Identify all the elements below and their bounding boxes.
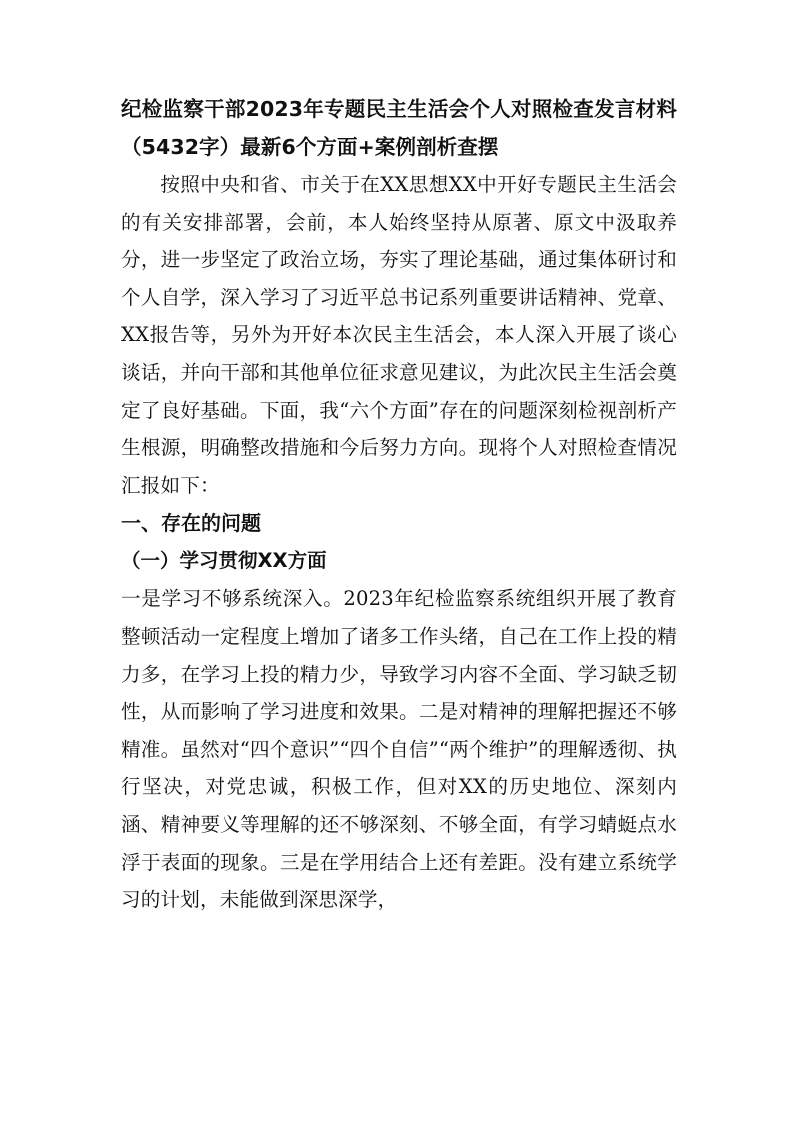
document-body (121, 90, 677, 919)
section-heading-problems: 一、存在的问题 (121, 511, 261, 536)
subsection-study-paragraph: 一是学习不够系统深入。2023年纪检监察系统组织开展了教育整顿活动一定程度上增加了诸多工作头绪，自己在工作上投的精力多，在学习上投的精力少，导致学习内容不全面、学习缺乏韧性，从而影响了学习进度和效果。二是对精神的理解把握还不够精准。虽然对“四个意识”“四个自信”“两个维护”的理解透彻、执行坚决，对党忠诚，积极工作，但对XX的历史地位、深刻内涵、精神要义等理解的还不够深刻、不够全面，有学习蜻蜓点水浮于表面的现象。三是在学用结合上还有差距。没有建立系统学习的计划，未能做到深思深学， (121, 587, 677, 912)
intro-paragraph: 按照中央和省、市关于在XX思想XX中开好专题民主生活会的有关安排部署，会前，本人始终坚持从原著、原文中汲取养分，进一步坚定了政治立场，夯实了理论基础，通过集体研讨和个人自学，深入学习了习近平总书记系列重要讲话精神、党章、XX报告等，另外为开好本次民主生活会，本人深入开展了谈心谈话，并向干部和其他单位征求意见建议，为此次民主生活会奠定了良好基础。下面，我“六个方面”存在的问题深刻检视剖析产生根源，明确整改措施和今后努力方向。现将个人对照检查情况汇报如下： (121, 173, 677, 497)
subsection-heading-study: （一）学习贯彻XX方面 (121, 549, 327, 573)
document-title: 纪检监察干部2023年专题民主生活会个人对照检查发言材料（5432字）最新6个方面+案例剖析查摆 (121, 97, 677, 159)
